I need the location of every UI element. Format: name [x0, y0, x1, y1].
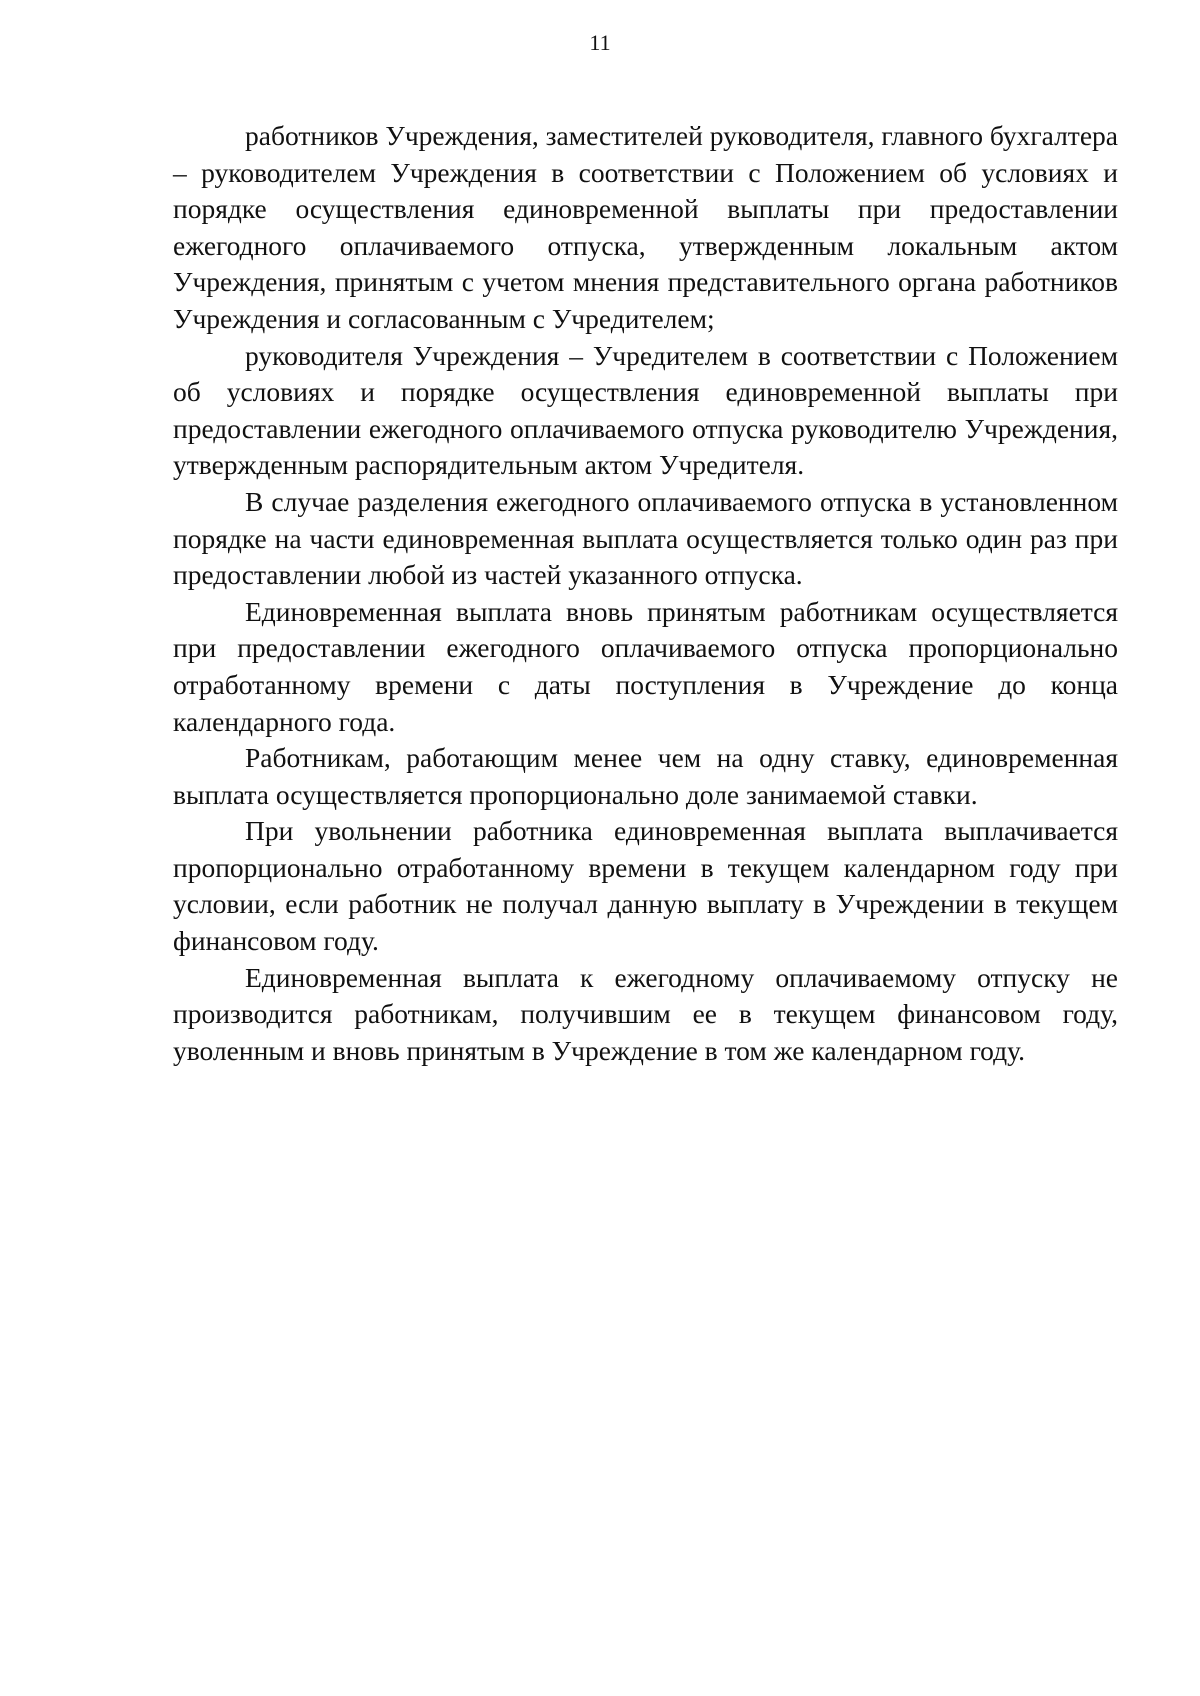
- document-body: [173, 118, 1118, 1069]
- paragraph-2: руководителя Учреждения – Учредителем в соответствии с Положением об условиях и порядке осуществления единовременной выплаты при предоставлении ежегодного оплачиваемого отпуска руководителю Учреждения, утвержденным распорядительным актом Учредителя.: [173, 339, 1118, 481]
- paragraph-7: Единовременная выплата к ежегодному оплачиваемому отпуску не производится работникам, получившим ее в текущем финансовом году, уволенным и вновь принятым в Учреждение в том же календарном году.: [173, 961, 1118, 1066]
- paragraph-6: При увольнении работника единовременная выплата выплачивается пропорционально отработанному времени в текущем календарном году при условии, если работник не получал данную выплату в Учреждении в текущем финансовом году.: [173, 815, 1118, 957]
- paragraph-4: Единовременная выплата вновь принятым работникам осуществляется при предоставлении ежегодного оплачиваемого отпуска пропорционально отработанному времени с даты поступления в Учреждение до конца календарного года.: [173, 595, 1118, 737]
- page-number: 11: [589, 30, 611, 55]
- paragraph-1: работников Учреждения, заместителей руководителя, главного бухгалтера – руководителем Учреждения в соответствии с Положением об условиях и порядке осуществления единовременной выплаты при предоставлении ежегодного оплачиваемого отпуска, утвержденным локальным актом Учреждения, принятым с учетом мнения представительного органа работников Учреждения и согласованным с Учредителем;: [173, 120, 1118, 334]
- paragraph-5: Работникам, работающим менее чем на одну ставку, единовременная выплата осуществляется пропорционально доле занимаемой ставки.: [173, 742, 1118, 810]
- paragraph-3: В случае разделения ежегодного оплачиваемого отпуска в установленном порядке на части единовременная выплата осуществляется только один раз при предоставлении любой из частей указанного отпуска.: [173, 485, 1118, 591]
